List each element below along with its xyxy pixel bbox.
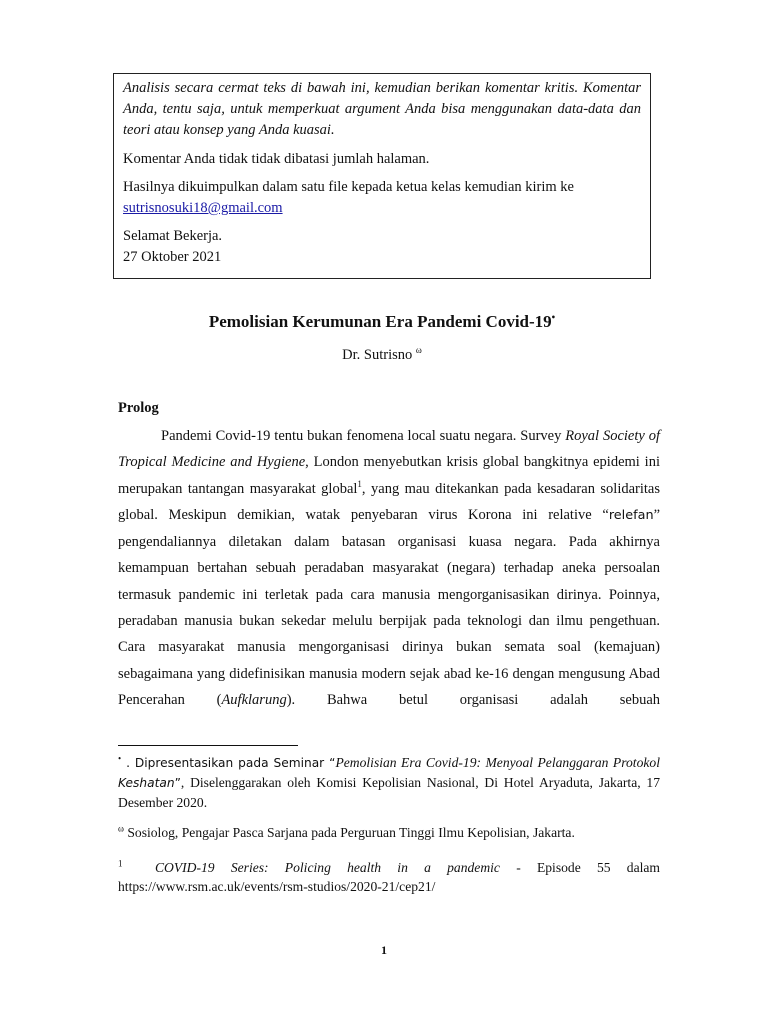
instruction-text: Analisis secara cermat teks di bawah ini, kemudian berikan komentar kritis. Komentar Anda, tentu saja, untuk memperkuat argument Anda bisa menggunakan data-data dan teori atau konsep yang Anda kuasai. [123, 80, 641, 138]
paragraph-text-3: , yang mau ditekankan pada kesadaran solidaritas global. Meskipun demikian, watak penyebaran virus Korona ini relative “ [118, 480, 660, 523]
footnote-ref-1: 1 [357, 478, 362, 489]
footnote-2 [118, 823, 660, 842]
title-footnote-mark: • [551, 312, 556, 324]
footnote-3 [118, 858, 660, 896]
instruction-box [113, 73, 651, 279]
paragraph-text-4: ” pengendaliannya diletakan dalam batasan organisasi kuasa negara. Pada akhirnya kemampuan bertahan sebuah peradaban masyarakat (negara) terhadap aneka persoalan termasuk pandemic ini terletak pada cara manusia mengorganisasikan dirinya. Poinnya, peradaban manusia bukan sekedar melulu berpijak pada teknologi dan ilmu pengethuan. Cara masyarakat manusia mengorganisasi dirinya bukan semata soal (kemajuan) sebagaimana yang didefinisikan manusia modern sejak abad ke-16 dengan mengusung Abad Pencerahan ( [118, 506, 660, 708]
footnote-mark: • [118, 753, 122, 764]
footnote-1 [118, 753, 660, 812]
footnote-mark: 1 [118, 858, 123, 869]
paragraph-italic-2: Aufklarung [221, 691, 287, 708]
closing-text: Selamat Bekerja. [123, 228, 223, 244]
section-heading: Prolog [118, 400, 159, 416]
footnote-italic-sans: Keshatan [118, 776, 175, 790]
article-body [118, 423, 660, 713]
paragraph-text-1: Pandemi Covid-19 tentu bukan fenomena local suatu negara. Survey [161, 428, 566, 444]
submission-text [123, 177, 641, 219]
footnote-italic: COVID-19 Series: Policing health in a pandemic [154, 860, 500, 875]
date-text: 27 Oktober 2021 [123, 249, 222, 265]
paragraph-italic-1: Royal Society of Tropical Medicine and Hygiene [118, 428, 660, 471]
footnote-italic: Pemolisian Era Covid-19: Menyoal Pelanggaran Protokol [335, 755, 660, 770]
author-name: Dr. Sutrisno [342, 346, 413, 363]
footnote-close-quote: ” [174, 776, 181, 790]
footnote-mark: ω [118, 823, 124, 834]
footnote-divider [118, 745, 298, 746]
article-author [113, 345, 651, 364]
footnote-rest: - Episode 55 dalam https://www.rsm.ac.uk/events/rsm-studios/2020-21/cep21/ [118, 860, 660, 894]
prolog-paragraph [118, 423, 660, 713]
footnote-text: Sosiolog, Pengajar Pasca Sarjana pada Perguruan Tinggi Ilmu Kepolisian, Jakarta. [123, 825, 575, 840]
title-text: Pemolisian Kerumunan Era Pandemi Covid-19 [208, 312, 552, 331]
paragraph-text-2: , London menyebutkan krisis global bangkitnya epidemi ini merupakan tantangan masyarakat global [118, 454, 660, 497]
page-limit-text: Komentar Anda tidak tidak dibatasi jumlah halaman. [123, 151, 430, 167]
author-footnote-mark: ω [415, 345, 422, 355]
footnote-rest: , Diselenggarakan oleh Komisi Kepolisian Nasional, Di Hotel Aryaduta, Jakarta, 17 Desember 2020. [118, 775, 660, 810]
paragraph-text-5: ). Bahwa betul organisasi adalah sebuah [286, 691, 661, 708]
page-number: 1 [381, 943, 387, 957]
article-title [113, 312, 651, 332]
paragraph-term: relefan [608, 507, 654, 523]
email-link[interactable]: sutrisnosuki18@gmail.com [123, 200, 283, 216]
submission-label: Hasilnya dikuimpulkan dalam satu file kepada ketua kelas kemudian kirim ke [123, 179, 574, 195]
closing-block [123, 226, 641, 268]
footnote-lead: . Dipresentasikan pada Seminar “ [121, 756, 336, 770]
